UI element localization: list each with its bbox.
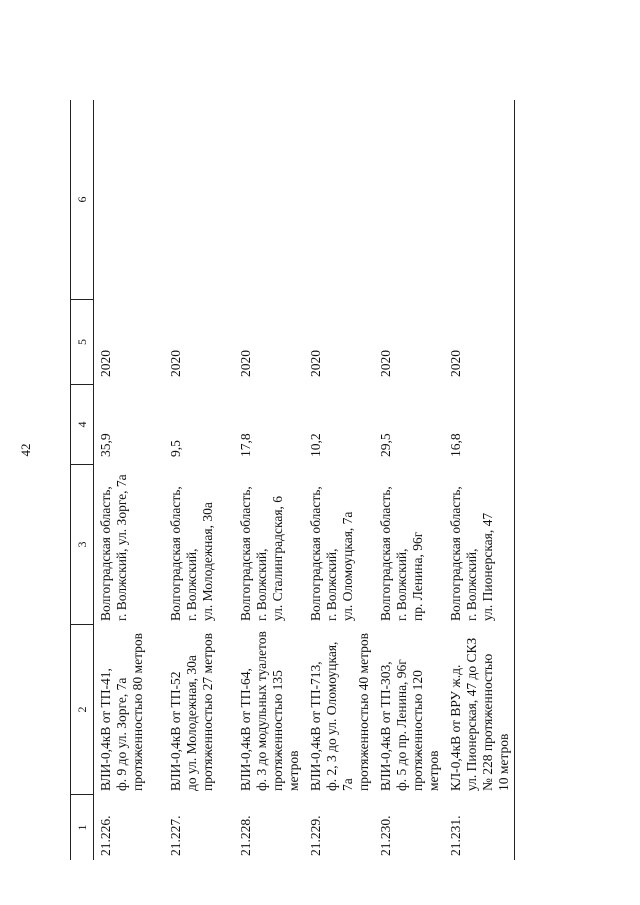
row-note [374, 100, 444, 300]
row-year: 2020 [378, 350, 393, 377]
row-year: 2020 [168, 350, 183, 377]
table-row [374, 100, 444, 860]
row-note [444, 100, 514, 300]
row-year: 2020 [238, 350, 253, 377]
row-number: 21.226. [98, 815, 113, 856]
row-value: 17,8 [238, 433, 253, 457]
row-year: 2020 [98, 350, 113, 377]
column-header-2: 2 [71, 625, 93, 795]
row-object: ВЛИ-0,4кВ от ТП-41, ф. 9 до ул. Зорге, 7а протяженностью 80 метров [98, 632, 145, 791]
row-value: 9,5 [168, 440, 183, 457]
row-year: 2020 [448, 350, 463, 377]
row-note [234, 100, 304, 300]
table-row [304, 100, 374, 860]
column-header-6: 6 [71, 100, 93, 300]
table-row [164, 100, 234, 860]
row-address: Волгоградская область, г. Волжский, ул. Пионерская, 47 [448, 486, 495, 621]
row-object: ВЛИ-0,4кВ от ТП-713, ф. 2, 3 до ул. Оломоуцкая, 7а протяженностью 40 метров [308, 632, 371, 791]
row-number: 21.228. [238, 815, 253, 856]
row-number: 21.231. [448, 815, 463, 856]
row-address: Волгоградская область, г. Волжский, ул. Молодежная, 30а [168, 486, 215, 621]
row-number: 21.229. [308, 815, 323, 856]
row-object: ВЛИ-0,4кВ от ТП-52 до ул. Молодежная, 30а протяженностью 27 метров [168, 632, 215, 791]
row-value: 35,9 [98, 433, 113, 457]
page-number: 42 [18, 443, 33, 457]
row-address: Волгоградская область, г. Волжский, ул. Оломоуцкая, 7а [308, 486, 355, 621]
column-header-1: 1 [74, 824, 89, 831]
table-row [234, 100, 304, 860]
row-year: 2020 [308, 350, 323, 377]
row-note [304, 100, 374, 300]
row-value: 10,2 [308, 433, 323, 457]
row-number: 21.227. [168, 815, 183, 856]
row-number: 21.230. [378, 815, 393, 856]
row-object: ВЛИ-0,4кВ от ТП-64, ф. 3 до модульных туалетов протяженностью 135 метров [238, 631, 301, 791]
table-row [94, 100, 164, 860]
row-address: Волгоградская область, г. Волжский, ул. Сталинградская, 6 [238, 486, 285, 621]
row-note [164, 100, 234, 300]
row-object: ВЛИ-0,4кВ от ТП-303, ф. 5 до пр. Ленина, 96г протяженностью 120 метров [378, 659, 441, 791]
table-header-row [71, 100, 94, 860]
data-table [70, 100, 515, 860]
row-note [94, 100, 164, 300]
table-row [444, 100, 514, 860]
column-header-4: 4 [71, 385, 93, 465]
row-value: 29,5 [378, 433, 393, 457]
row-address: Волгоградская область, г. Волжский, пр. Ленина, 96г [378, 486, 425, 621]
row-object: КЛ-0,4кВ от ВРУ ж.д. ул. Пионерская, 47 до СКЗ № 228 протяженностью 10 метров [448, 637, 511, 791]
row-address: Волгоградская область, г. Волжский, ул. Зорге, 7а [98, 474, 129, 621]
row-value: 16,8 [448, 433, 463, 457]
column-header-3: 3 [71, 465, 93, 625]
column-header-5: 5 [71, 300, 93, 385]
